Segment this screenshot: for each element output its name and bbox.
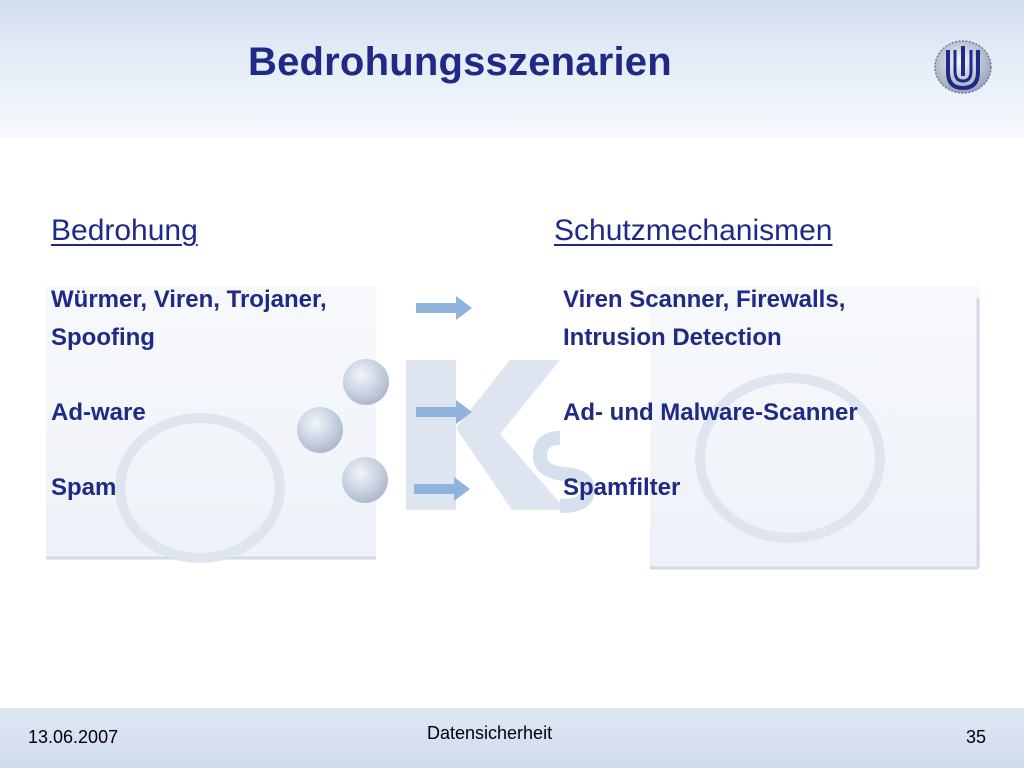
protection-item-3: Spamfilter	[563, 474, 681, 501]
threat-item-3: Spam	[51, 474, 117, 501]
threat-item-2: Ad-ware	[51, 399, 146, 426]
protection-item-1-line2: Intrusion Detection	[563, 324, 782, 351]
protection-item-1	[563, 281, 845, 357]
column-header-protection: Schutzmechanismen	[554, 214, 833, 247]
right-arrow-icon	[416, 400, 472, 424]
threat-item-1-line2: Spoofing	[51, 324, 155, 351]
threat-item-1-line1: Würmer, Viren, Trojaner,	[51, 286, 327, 313]
page-number: 35	[966, 727, 987, 747]
threat-item-1	[51, 281, 327, 357]
column-header-threat: Bedrohung	[51, 214, 198, 247]
protection-item-2: Ad- und Malware-Scanner	[563, 399, 858, 426]
slide-title: Bedrohungsszenarien	[248, 40, 672, 84]
protection-item-1-line1: Viren Scanner, Firewalls,	[563, 286, 846, 313]
right-arrow-icon	[416, 296, 472, 320]
right-arrow-icon	[414, 477, 470, 501]
footer-topic: Datensicherheit	[427, 723, 553, 743]
university-logo-icon	[932, 38, 994, 96]
footer-date: 13.06.2007	[28, 727, 119, 747]
